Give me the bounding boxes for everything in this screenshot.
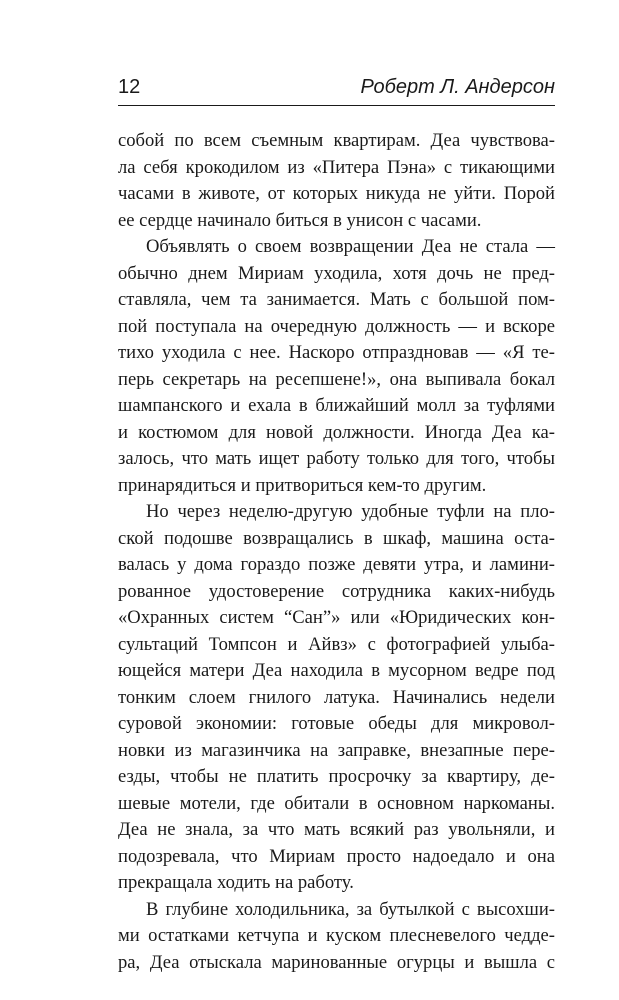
text-line: тихо уходила с нее. Наскоро отпраздновав — «Я те- <box>118 342 555 363</box>
text-line: шевые мотели, где обитали в основном наркоманы. <box>118 792 555 814</box>
text-line: прекращала ходить на работу. <box>118 872 354 893</box>
paragraph <box>118 234 555 499</box>
running-title: Роберт Л. Андерсон <box>360 76 555 98</box>
text-line: суровой экономии: готовые обеды для микровол- <box>118 713 555 734</box>
text-line: ющейся матери Деа находила в мусорном ведре под <box>118 660 555 681</box>
text-line: ставляла, чем та занимается. Мать с большой пом- <box>118 289 555 310</box>
header-rule <box>118 105 555 106</box>
text-line: часами в животе, от которых никуда не уйти. Порой <box>118 183 555 204</box>
text-line: собой по всем съемным квартирам. Деа чувствова- <box>118 130 555 151</box>
text-line: обычно днем Мириам уходила, хотя дочь не пред- <box>118 262 555 284</box>
text-line: ее сердце начинало биться в унисон с часами. <box>118 209 482 231</box>
paragraph <box>118 128 555 234</box>
text-line: рованное удостоверение сотрудника каких-нибудь <box>118 580 555 602</box>
text-line: тонким слоем гнилого латука. Начинались недели <box>118 686 555 708</box>
paragraph <box>118 897 555 977</box>
text-line: Но через неделю-другую удобные туфли на пло- <box>146 501 555 522</box>
text-line: ра, Деа отыскала маринованные огурцы и вышла с <box>118 951 555 973</box>
text-line: и костюмом для новой должности. Иногда Деа ка- <box>118 421 555 443</box>
text-line: перь секретарь на ресепшене!», она выпивала бокал <box>118 368 555 390</box>
text-line: ми остатками кетчупа и куском плесневелого чедде- <box>118 925 555 946</box>
text-line: шампанского и ехала в ближайший молл за туфлями <box>118 395 555 416</box>
text-line: принарядиться и притвориться кем-то другим. <box>118 474 487 496</box>
text-line: «Охранных систем “Сан”» или «Юридических кон- <box>118 607 555 628</box>
text-line: ла себя крокодилом из «Питера Пэна» с тикающими <box>118 156 555 178</box>
text-line: В глубине холодильника, за бутылкой с высохши- <box>146 898 555 920</box>
text-line: залось, что мать ищет работу только для того, чтобы <box>118 448 555 469</box>
text-line: сультаций Томпсон и Айвз» с фотографией улыба- <box>118 633 555 655</box>
text-line: Объявлять о своем возвращении Деа не стала — <box>146 236 555 257</box>
paragraph <box>118 499 555 897</box>
running-head <box>118 71 555 103</box>
text-line: новки из магазинчика на заправке, внезапные пере- <box>118 739 555 761</box>
text-line: подозревала, что Мириам просто надоедало и она <box>118 845 555 867</box>
text-line: Деа не знала, за что мать всякий раз увольняли, и <box>118 819 555 840</box>
text-line: езды, чтобы не платить просрочку за квартиру, де- <box>118 766 555 787</box>
text-line: валась у дома гораздо позже девяти утра, и ламини- <box>118 554 555 575</box>
text-line: ской подошве возвращались в шкаф, машина оста- <box>118 527 555 549</box>
text-line: пой поступала на очередную должность — и вскоре <box>118 315 555 337</box>
body-text <box>118 128 555 976</box>
page-number: 12 <box>118 76 141 98</box>
